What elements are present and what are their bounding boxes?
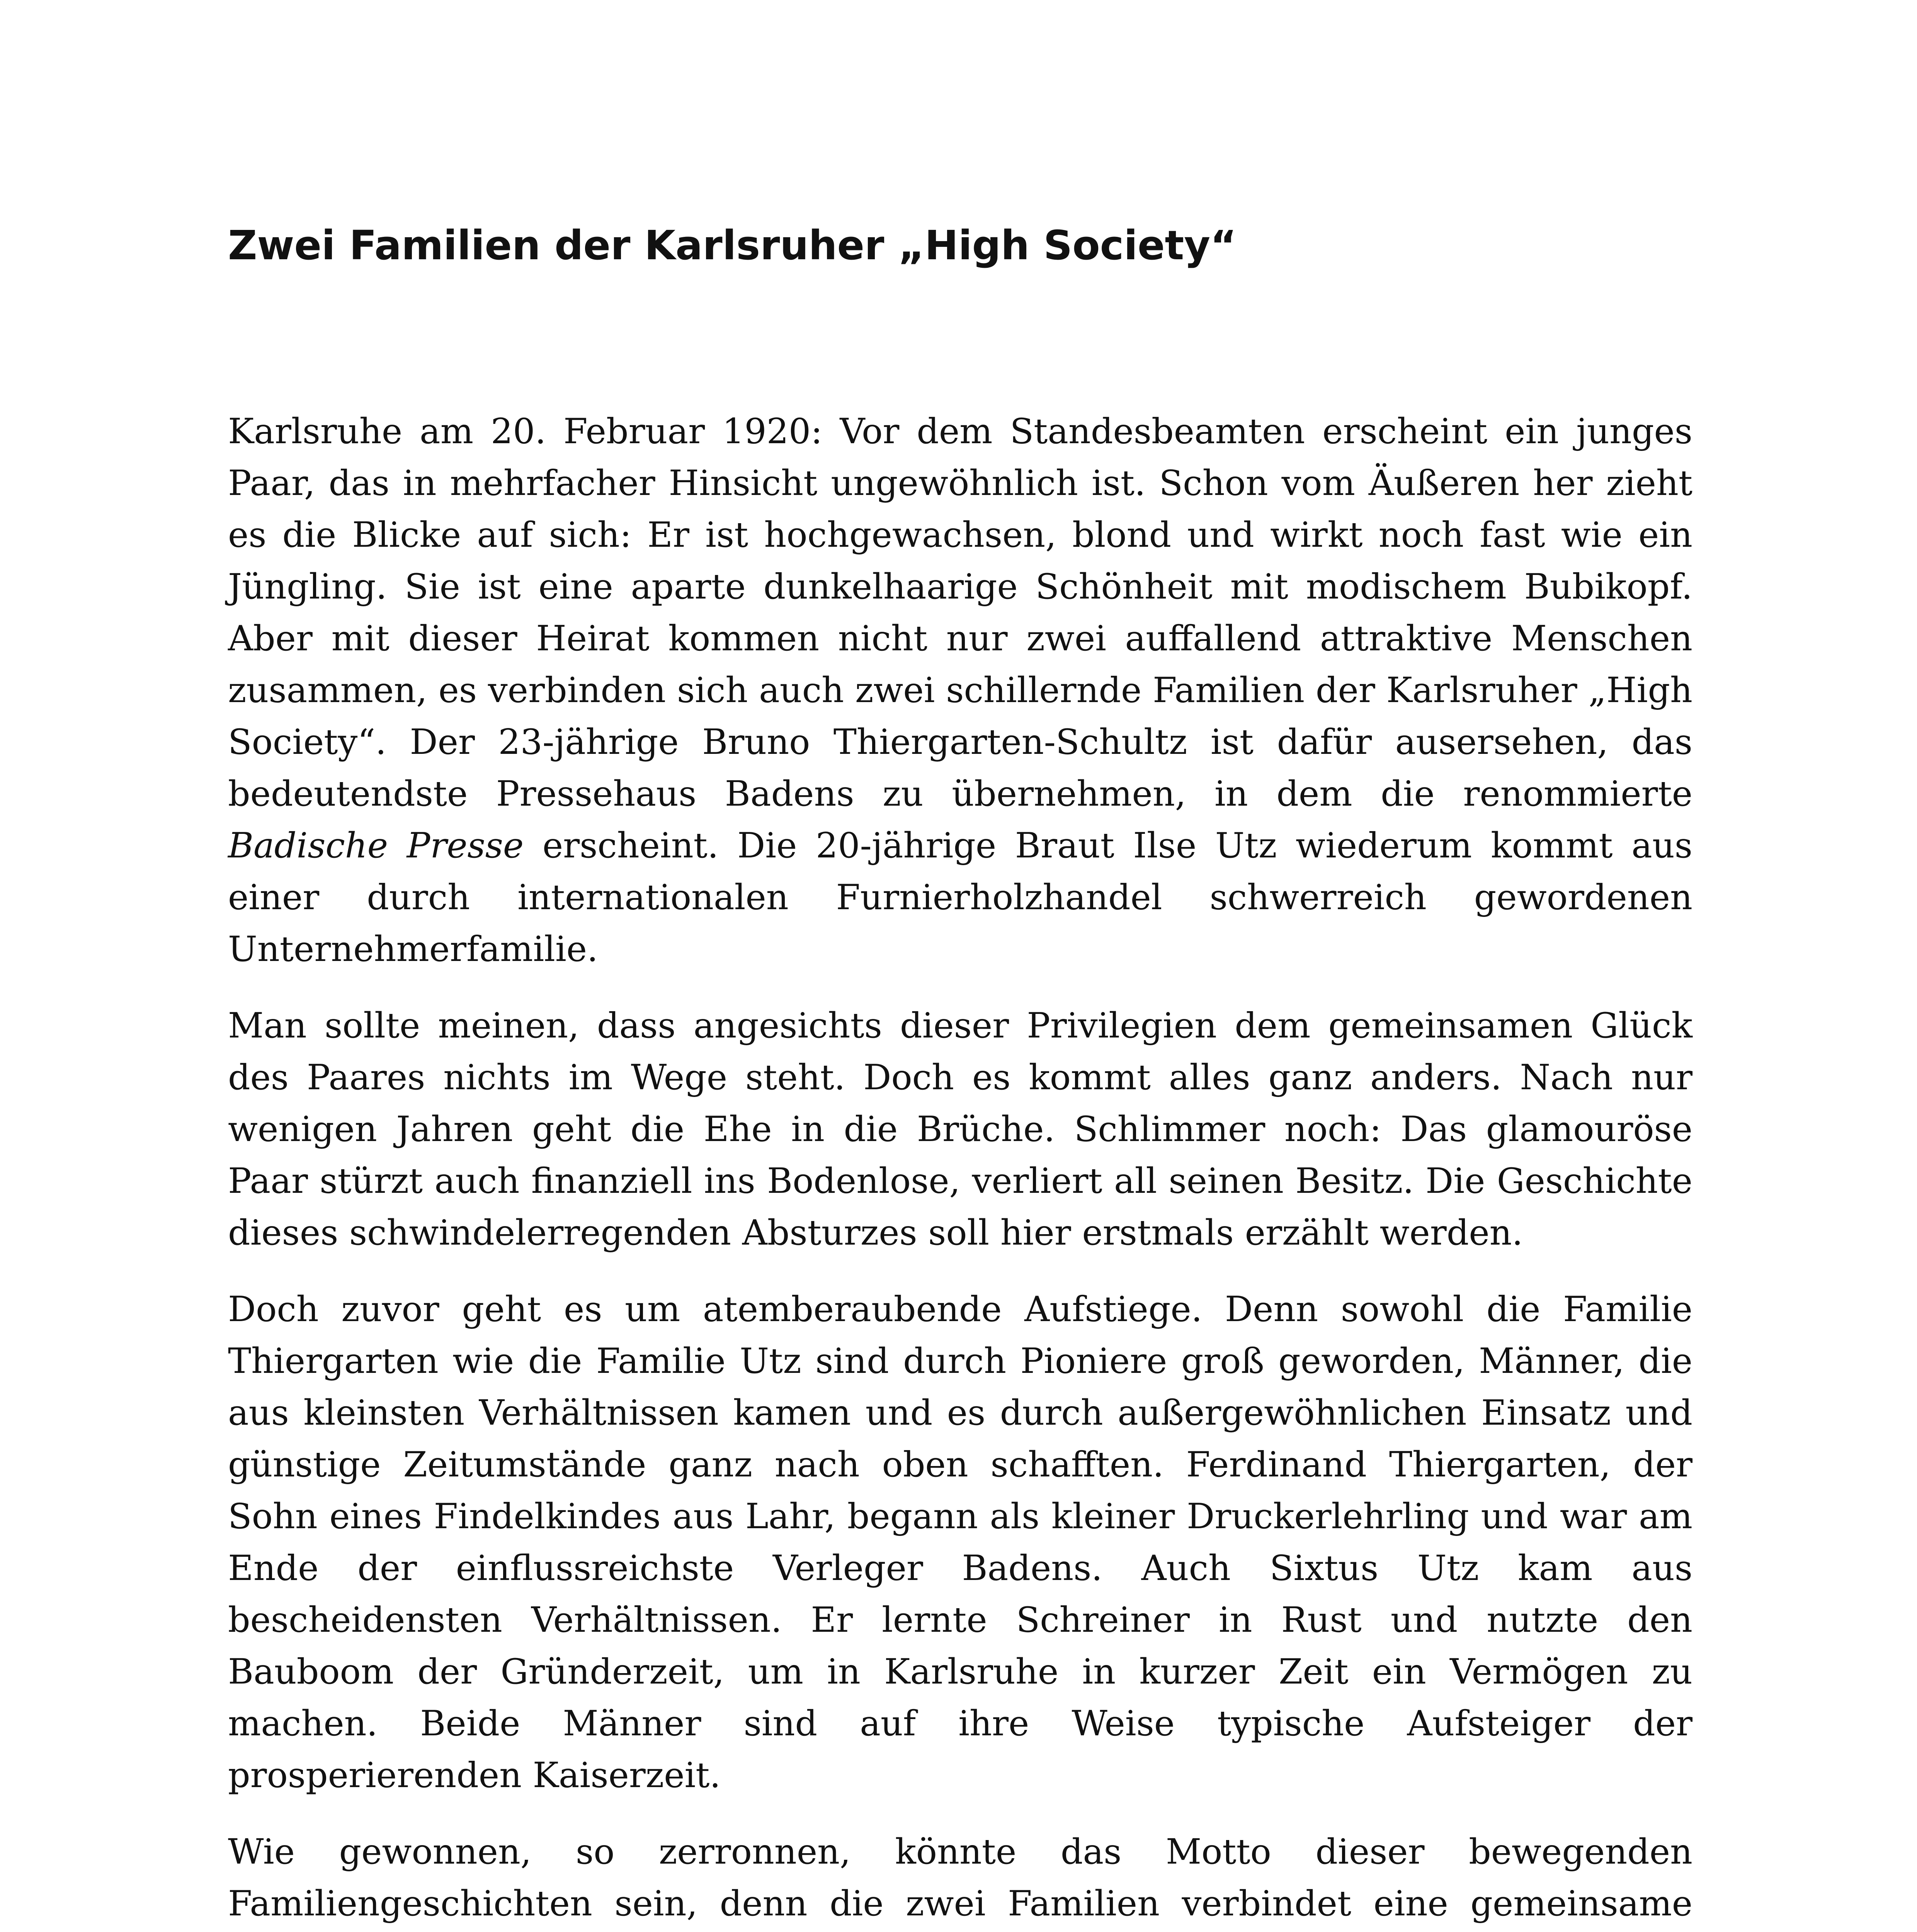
body-text bbox=[228, 406, 1692, 1932]
paragraph-4 bbox=[228, 1826, 1692, 1932]
paragraph-3 bbox=[228, 1284, 1692, 1801]
paragraph-4-text: Wie gewonnen, so zerronnen, könnte das Motto dieser bewegenden Familiengeschichten sein, denn die zwei Familien verbindet eine gemeinsame bbox=[228, 1832, 1692, 1924]
paragraph-1-text-a: Karlsruhe am 20. Februar 1920: Vor dem Standesbeamten erscheint ein junges Paar, das in mehrfacher Hinsicht ungewöhnlich ist. Schon vom Äußeren her zieht es die Blicke auf sich: Er ist hochgewachsen, blond und wirkt noch fast wie ein Jüngling. Sie ist eine aparte dunkelhaarige Schönheit mit modischem Bubikopf. Aber mit dieser Heirat kommen nicht nur zwei auffallend attraktive Menschen zusammen, es verbinden sich auch zwei schillernde Familien der Karlsruher „High Society“. Der 23-jährige Bruno Thiergarten-Schultz ist dafür ausersehen, das bedeutendste Pressehaus Badens zu übernehmen, in dem die renommierte bbox=[228, 411, 1692, 814]
paragraph-2 bbox=[228, 1000, 1692, 1259]
chapter-title: Zwei Familien der Karlsruher „High Society“ bbox=[228, 222, 1237, 269]
page-content bbox=[228, 216, 1692, 1932]
paragraph-2-text: Man sollte meinen, dass angesichts dieser Privilegien dem gemeinsamen Glück des Paares nichts im Wege steht. Doch es kommt alles ganz anders. Nach nur wenigen Jahren geht die Ehe in die Brüche. Schlimmer noch: Das glamouröse Paar stürzt auch finanziell ins Bodenlose, verliert all seinen Besitz. Die Geschichte dieses schwindelerregenden Absturzes soll hier erstmals erzählt werden. bbox=[228, 1005, 1692, 1253]
paragraph-1-italic-publication: Badische Presse bbox=[228, 825, 524, 866]
paragraph-3-text: Doch zuvor geht es um atemberaubende Aufstiege. Denn sowohl die Familie Thiergarten wie die Familie Utz sind durch Pioniere groß geworden, Männer, die aus kleinsten Verhältnissen kamen und es durch außergewöhnlichen Einsatz und günstige Zeitumstände ganz nach oben schafften. Ferdinand Thiergarten, der Sohn eines Findelkindes aus Lahr, begann als kleiner Druckerlehrling und war am Ende der einflussreichste Verleger Badens. Auch Sixtus Utz kam aus bescheidensten Verhältnissen. Er lernte Schreiner in Rust und nutzte den Bauboom der Gründerzeit, um in Karlsruhe in kurzer Zeit ein Vermögen zu machen. Beide Männer sind auf ihre Weise typische Aufsteiger der prosperierenden Kaiserzeit. bbox=[228, 1289, 1692, 1796]
paragraph-1 bbox=[228, 406, 1692, 975]
paragraph-1-text-b: erscheint. Die 20-jährige Braut Ilse Utz wiederum kommt aus einer durch internationalen Furnierholzhandel schwerreich gewordenen Unternehmerfamilie. bbox=[228, 825, 1692, 969]
